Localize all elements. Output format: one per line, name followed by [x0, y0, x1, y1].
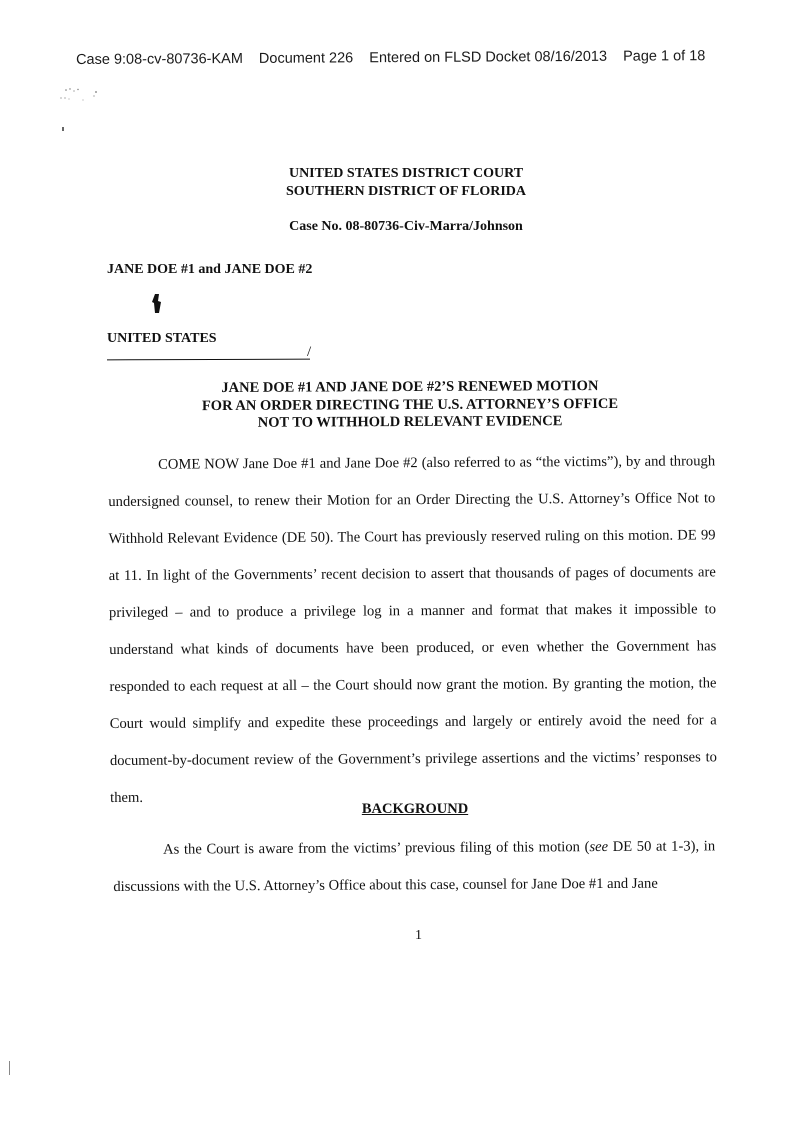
background-body	[113, 828, 715, 906]
background-text-rest: DE 50 at 1-3), in discussions with the U.S. Attorney’s Office about this case, counsel for Jane Doe #1 and Jane	[113, 838, 716, 895]
paragraph-background	[113, 828, 715, 906]
court-name-line2: SOUTHERN DISTRICT OF FLORIDA	[286, 184, 526, 199]
scan-mark	[62, 127, 64, 131]
docket-case-number: Case 9:08-cv-80736-KAM	[76, 50, 243, 68]
caption-slash: /	[307, 344, 312, 360]
versus-mark-icon	[150, 293, 164, 315]
paragraph-intro: COME NOW Jane Doe #1 and Jane Doe #2 (also referred to as “the victims”), by and through undersigned counsel, to renew their Motion for an Order Directing the U.S. Attorney’s Office Not to Withhold Relevant Evidence (DE 50). The Court has previously reserved ruling on this motion. DE 99 at 11. In light of the Governments’ recent decision to assert that thousands of pages of documents are privileged – and to produce a privilege log in a manner and format that makes it impossible to understand what kinds of documents have been produced, or even whether the Government has responded to each request at all – the Court should now grant the motion. By granting the motion, the Court would simplify and expedite these proceedings and largely or entirely avoid the need for a document-by-document review of the Government’s privilege assertions and the victims’ responses to them.	[108, 453, 717, 806]
docket-document-number: Document 226	[258, 50, 354, 67]
docket-page-count: Page 1 of 18	[623, 48, 706, 65]
caption-rule	[107, 359, 310, 361]
motion-title-line1: JANE DOE #1 AND JANE DOE #2’S RENEWED MOTION	[221, 378, 599, 396]
caption-plaintiffs: JANE DOE #1 and JANE DOE #2	[107, 262, 313, 277]
motion-title-line3: NOT TO WITHHOLD RELEVANT EVIDENCE	[257, 413, 563, 431]
motion-title-line2: FOR AN ORDER DIRECTING THE U.S. ATTORNEY’S OFFICE	[201, 395, 619, 414]
margin-mark	[9, 1061, 10, 1075]
page-number: 1	[415, 928, 422, 943]
caption-defendant: UNITED STATES	[107, 331, 217, 346]
scan-specks	[58, 86, 118, 136]
motion-title	[60, 377, 760, 433]
background-text-see: see	[589, 838, 609, 856]
court-name	[9, 165, 794, 201]
section-heading-background: BACKGROUND	[361, 801, 469, 817]
motion-body	[108, 443, 717, 817]
docket-entry-date: Entered on FLSD Docket 08/16/2013	[369, 48, 608, 67]
court-name-line1: UNITED STATES DISTRICT COURT	[288, 166, 524, 181]
background-text-start: As the Court is aware from the victims’ previous filing of this motion (	[163, 839, 590, 858]
docket-header	[76, 48, 756, 68]
case-number: Case No. 08-80736-Civ-Marra/Johnson	[289, 219, 523, 234]
